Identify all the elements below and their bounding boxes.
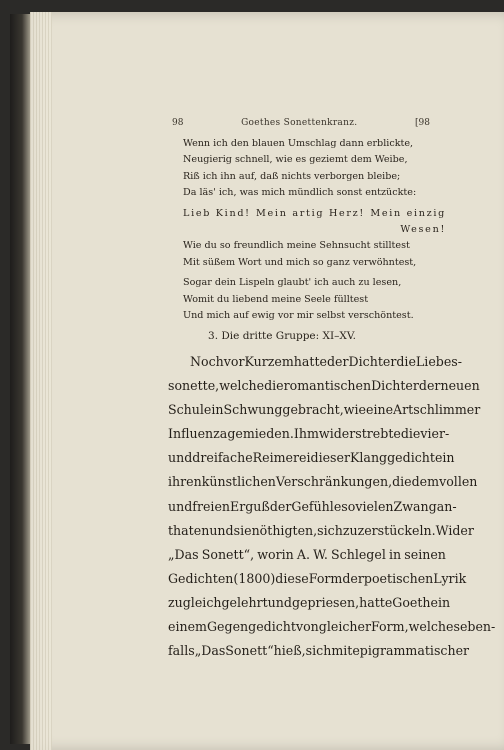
body-word: und [209, 522, 234, 538]
body-word: und [168, 450, 193, 466]
body-line [168, 470, 478, 494]
body-paragraph [168, 350, 496, 663]
body-word: epigrammatischer [352, 643, 470, 659]
page-number-left: 98 [172, 118, 184, 128]
poem-line: Und mich auf ewig vor mir selbst verschöntest. [183, 310, 414, 322]
body-word: dreifache [192, 450, 253, 466]
body-word: Influenza [168, 426, 228, 442]
body-word: ihren [168, 474, 202, 490]
body-line [168, 422, 450, 446]
body-word: vielen [355, 498, 394, 514]
body-word: der [327, 354, 349, 369]
body-line [168, 446, 455, 470]
body-line [168, 374, 480, 398]
body-line [168, 350, 462, 374]
body-word: vier- [420, 426, 450, 442]
body-word: die [396, 354, 416, 369]
body-word: Kurzem [244, 354, 294, 369]
body-word: mit [331, 643, 353, 659]
body-word: neuen [440, 378, 480, 394]
body-word: Sonett“, [201, 546, 255, 562]
body-line [168, 567, 467, 591]
body-word: die [392, 474, 412, 490]
body-word: in [442, 450, 455, 466]
body-word: vollen [439, 474, 478, 490]
body-word: „Das [194, 643, 226, 659]
body-line [168, 398, 481, 422]
body-word: so [341, 498, 356, 514]
body-word: Zwang [393, 498, 437, 514]
body-word: Gedichten [168, 570, 234, 586]
body-word: poetischen [363, 570, 434, 586]
body-word: und [267, 594, 292, 610]
body-word: diese [275, 570, 309, 586]
body-word: der [269, 498, 292, 514]
body-word: Ihm [293, 426, 319, 442]
body-word: an- [436, 498, 457, 514]
body-word: Erguß [230, 498, 270, 514]
body-word: hieß, [273, 643, 306, 659]
poem-line: Wenn ich den blauen Umschlag dann erblickte, [183, 138, 414, 149]
body-word: künstlichen [201, 474, 276, 490]
body-word: Gefühle [291, 498, 342, 514]
page-number-right: [98 [415, 118, 430, 128]
body-word: einem [168, 619, 207, 635]
poem-spaced-word: Lieb Kind! [183, 207, 251, 219]
poem-spaced-word: Mein einzig [370, 207, 446, 219]
body-word: Reimerei [252, 450, 311, 466]
poem-line: Womit du liebend meine Seele fülltest [183, 293, 369, 305]
body-word: Verschränkungen, [275, 474, 393, 490]
body-line [168, 639, 470, 663]
section-heading: 3. Die dritte Gruppe: XI–XV. [208, 330, 356, 342]
body-word: sie [233, 522, 252, 538]
body-word: sonette, [168, 378, 220, 394]
body-word: Lyrik [433, 570, 467, 586]
body-word: widerstrebte [318, 426, 401, 442]
body-word: Dichter [348, 354, 397, 369]
running-header [172, 118, 430, 128]
body-word: Wider [435, 522, 474, 538]
body-word: Form, [371, 619, 409, 635]
body-word: zugleich [168, 594, 222, 610]
poem-spaced-end: Wesen! [400, 224, 446, 236]
body-word: von [295, 619, 319, 635]
body-word: Klanggedichte [350, 450, 443, 466]
body-word: (1800) [233, 570, 276, 586]
body-word: worin [257, 546, 294, 562]
body-word: die [400, 426, 421, 442]
body-line [168, 519, 474, 543]
body-word: Schwung [223, 402, 283, 418]
body-word: hatte [359, 594, 393, 610]
body-word: Art [393, 402, 414, 418]
body-word: gemieden. [227, 426, 294, 442]
body-word: zu [342, 522, 358, 538]
body-word: wie [343, 402, 366, 418]
body-word: Form [308, 570, 343, 586]
body-word: welches [408, 619, 460, 635]
body-word: welche [219, 378, 265, 394]
body-word: in [389, 546, 402, 562]
body-word: dem [411, 474, 440, 490]
poem-spaced-word: Mein artig Herz! [256, 207, 365, 219]
body-word: eine [366, 402, 394, 418]
poem-line: Neugierig schnell, wie es geziemt dem Weibe, [183, 154, 408, 166]
body-word: zerstückeln. [357, 522, 436, 538]
body-line [168, 615, 496, 639]
body-word: freien [192, 498, 231, 514]
body-word: in [211, 402, 224, 418]
poem-spaced-line [183, 206, 446, 222]
body-word: Schule [168, 402, 212, 418]
body-word: seinen [404, 546, 446, 562]
body-word: Schlegel [331, 546, 386, 562]
body-word: Noch [190, 354, 224, 369]
sonnet-excerpt [183, 136, 446, 324]
poem-line: Wie du so freundlich meine Sehnsucht stilltest [183, 240, 410, 252]
body-word: Dichter [371, 378, 419, 394]
body-word: falls [168, 643, 195, 659]
body-line [168, 495, 457, 519]
body-word: nöthigten, [251, 522, 318, 538]
body-word: die [264, 378, 284, 394]
body-word: der [342, 570, 364, 586]
page-stack-edges [30, 12, 52, 750]
body-word: eben- [459, 619, 496, 635]
body-word: „Das [168, 546, 199, 562]
poem-line: Da läs' ich, was mich mündlich sonst entzückte: [183, 187, 417, 199]
body-word: der [418, 378, 441, 394]
body-word: gelehrt [221, 594, 268, 610]
body-word: Sonett“ [225, 643, 274, 659]
body-word: sich [305, 643, 332, 659]
running-title: Goethes Sonettenkranz. [241, 118, 358, 128]
body-word: romantischen [283, 378, 372, 394]
poem-line: Mit süßem Wort und mich so ganz verwöhntest, [183, 256, 417, 268]
poem-line: Riß ich ihn auf, daß nichts verborgen bleibe; [183, 170, 401, 182]
body-line [168, 591, 451, 615]
body-word: sich [317, 522, 343, 538]
body-word: hatte [293, 354, 327, 369]
body-word: Gegengedicht [207, 619, 296, 635]
body-word: schlimmer [413, 402, 481, 418]
body-line [168, 543, 446, 567]
poem-line: Sogar dein Lispeln glaubt' ich auch zu lesen, [183, 277, 402, 289]
body-word: Goethe [392, 594, 439, 610]
body-word: W. [313, 546, 328, 562]
body-word: A. [296, 546, 310, 562]
body-word: vor [223, 354, 245, 369]
body-word: gebracht, [282, 402, 344, 418]
body-word: Liebes- [415, 354, 462, 369]
body-word: gepriesen, [291, 594, 360, 610]
body-word: in [438, 594, 451, 610]
body-word: und [168, 498, 193, 514]
body-word: gleicher [318, 619, 371, 635]
body-word: dieser [310, 450, 350, 466]
body-word: thaten [168, 522, 210, 538]
